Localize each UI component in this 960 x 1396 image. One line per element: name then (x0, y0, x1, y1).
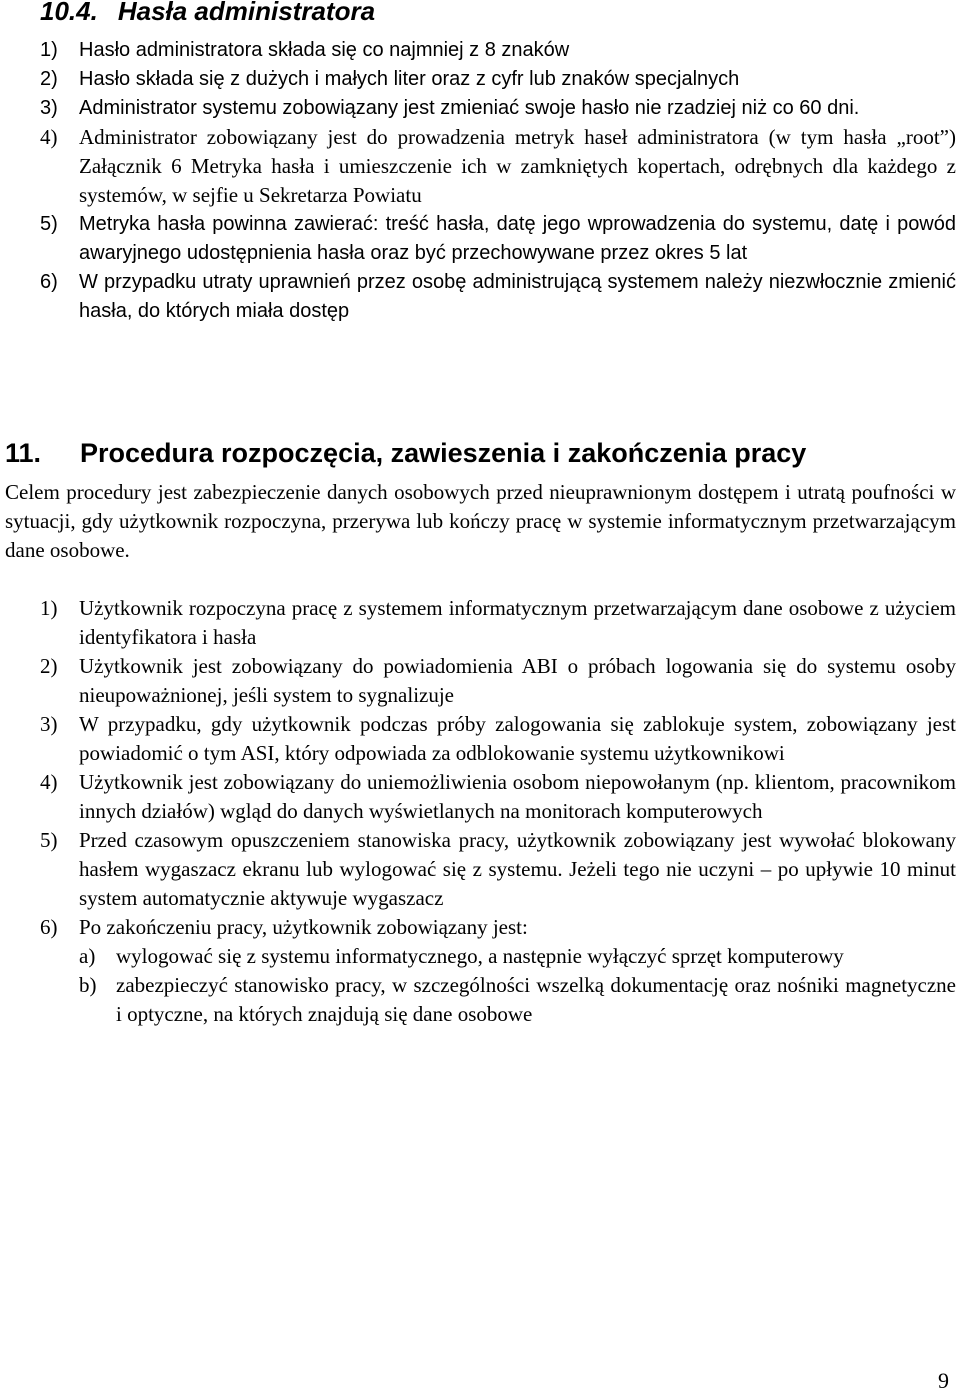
item-number: 6) (40, 271, 58, 293)
sub-item-text: zabezpieczyć stanowisko pracy, w szczególności wszelką dokumentację oraz nośniki magnetyczne i optyczne, na których znajdują się dane osobowe (116, 973, 956, 1026)
list-item (40, 65, 956, 94)
item-text: W przypadku, gdy użytkownik podczas próby zalogowania się zablokuje system, zobowiązany jest powiadomić o tym ASI, który odpowiada za odblokowanie systemu użytkownikowi (79, 712, 956, 765)
item-text: Po zakończeniu pracy, użytkownik zobowiązany jest: (79, 915, 528, 939)
section-title: Hasła administratora (117, 0, 376, 26)
item-text: W przypadku utraty uprawnień przez osobę administrującą systemem należy niezwłocznie zmienić hasła, do których miała dostęp (79, 271, 956, 322)
item-text: Użytkownik jest zobowiązany do uniemożliwienia osobom niepowołanym (np. klientom, pracownikom innych działów) wgląd do danych wyświetlanych na monitorach komputerowych (79, 770, 956, 823)
list-item (40, 826, 956, 913)
list-item (40, 710, 956, 768)
item-text: Administrator systemu zobowiązany jest zmieniać swoje hasło nie rzadziej niż co 60 dni. (79, 97, 860, 119)
sub-item-letter: a) (79, 944, 96, 968)
password-rules-list (40, 36, 956, 326)
item-text: Użytkownik rozpoczyna pracę z systemem informatycznym przetwarzającym dane osobowe z użyciem identyfikatora i hasła (79, 596, 956, 649)
list-item (40, 913, 956, 1029)
item-number: 2) (40, 68, 58, 90)
item-number: 1) (40, 39, 58, 61)
sub-item-letter: b) (79, 973, 97, 997)
sub-list-item (79, 971, 956, 1029)
list-item (40, 652, 956, 710)
list-item (40, 36, 956, 65)
list-item (40, 768, 956, 826)
chapter-heading (5, 435, 806, 471)
item-number: 5) (40, 213, 58, 235)
list-item (40, 210, 956, 268)
list-item (40, 123, 956, 210)
procedure-list (40, 594, 956, 1029)
chapter-title: Procedura rozpoczęcia, zawieszenia i zakończenia pracy (80, 438, 807, 468)
item-text: Hasło administratora składa się co najmniej z 8 znaków (79, 39, 570, 61)
section-heading (40, 0, 375, 28)
page-number: 9 (938, 1368, 949, 1393)
item-number: 6) (40, 915, 58, 939)
item-text: Administrator zobowiązany jest do prowadzenia metryk haseł administratora (w tym hasła „root”) Załącznik 6 Metryka hasła i umieszczenie ich w zamkniętych kopertach, odrębnych dla każdego z systemów, w sejfie u Sekretarza Powiatu (79, 125, 956, 207)
chapter-intro: Celem procedury jest zabezpieczenie danych osobowych przed nieuprawnionym dostępem i utratą poufności w sytuacji, gdy użytkownik rozpoczyna, przerywa lub kończy pracę w systemie informatycznym przetwarzającym dane osobowe. (5, 480, 956, 562)
list-item (40, 268, 956, 326)
item-text: Użytkownik jest zobowiązany do powiadomienia ABI o próbach logowania się do systemu osoby nieupoważnionej, jeśli system to sygnalizuje (79, 654, 956, 707)
item-number: 3) (40, 97, 58, 119)
sub-item-text: wylogować się z systemu informatycznego, a następnie wyłączyć sprzęt komputerowy (116, 944, 844, 968)
chapter-number: 11. (5, 438, 42, 468)
item-number: 2) (40, 654, 58, 678)
item-number: 4) (40, 125, 58, 149)
item-text: Metryka hasła powinna zawierać: treść hasła, datę jego wprowadzenia do systemu, datę i powód awaryjnego udostępnienia hasła oraz być przechowywane przez okres 5 lat (79, 213, 956, 264)
item-number: 4) (40, 770, 58, 794)
sub-list (79, 942, 956, 1029)
sub-list-item (79, 942, 956, 971)
item-number: 1) (40, 596, 58, 620)
section-number: 10.4. (40, 0, 98, 26)
item-text: Hasło składa się z dużych i małych liter oraz z cyfr lub znaków specjalnych (79, 68, 740, 90)
item-text: Przed czasowym opuszczeniem stanowiska pracy, użytkownik zobowiązany jest wywołać blokowany hasłem wygaszacz ekranu lub wylogować się z systemu. Jeżeli tego nie uczyni – po upływie 10 minut system automatycznie aktywuje wygaszacz (79, 828, 956, 910)
item-number: 3) (40, 712, 58, 736)
list-item (40, 594, 956, 652)
item-number: 5) (40, 828, 58, 852)
list-item (40, 94, 956, 123)
